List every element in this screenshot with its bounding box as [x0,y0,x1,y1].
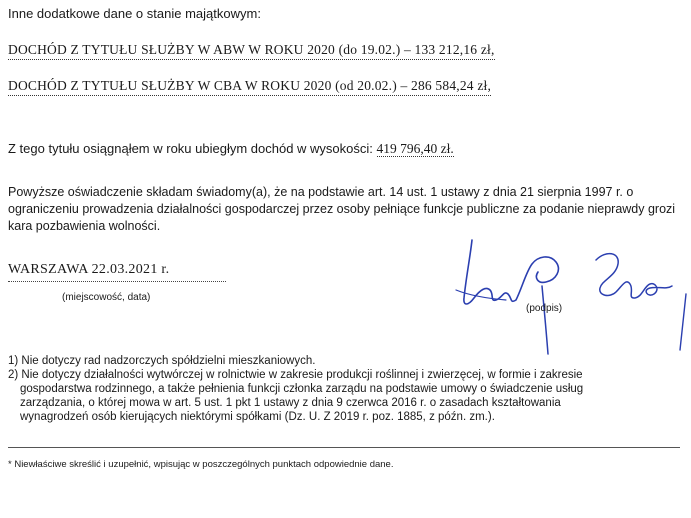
place-date-value: WARSZAWA 22.03.2021 r. [8,262,170,277]
instruction-note: * Niewłaściwe skreślić i uzupełnić, wpisując w poszczególnych punktach odpowiednie dane. [8,459,394,470]
signature-stroke-tail [680,294,686,350]
footnote-1: 1) Nie dotyczy rad nadzorczych spółdzielni mieszkaniowych. [8,355,316,367]
total-income-line [8,141,454,157]
total-income-label: Z tego tytułu osiągnąłem w roku ubiegłym dochód w wysokości: [8,141,373,156]
footnote-2-line-2: gospodarstwa rodzinnego, a także pełnienia funkcji członka zarządu na podstawie umowy o świadczenie usług [20,383,584,395]
place-date-dotted-line [8,281,226,282]
footnotes [8,354,684,424]
footnote-2-line-3: zarządzania, o której mowa w art. 5 ust. 1 pkt 1 ustawy z dnia 9 czerwca 2016 r. o zasadach kształtowania [20,397,561,409]
footnote-2-line-1: 2) Nie dotyczy działalności wytwórczej w rolnictwie w zakresie produkcji roślinnej i zwierzęcej, w formie i zakresie [8,369,583,381]
footer-separator [8,447,680,448]
signature-stroke-loop [596,254,672,298]
income-entry-cba: DOCHÓD Z TYTUŁU SŁUŻBY W CBA W ROKU 2020 (od 20.02.) – 286 584,24 zł, [8,78,491,96]
section-heading: Inne dodatkowe dane o stanie majątkowym: [8,6,261,21]
place-date-caption: (miejscowość, data) [62,292,151,303]
signature-stroke-main [464,240,559,304]
income-entry-abw: DOCHÓD Z TYTUŁU SŁUŻBY W ABW W ROKU 2020 (do 19.02.) – 133 212,16 zł, [8,42,495,60]
signature-stroke-descender [542,286,548,354]
signature-caption: (podpis) [526,303,563,314]
footnote-2-line-4: wynagrodzeń osób kierujących niektórymi spółkami (Dz. U. Z 2019 r. poz. 1885, z późn. zm.). [20,411,495,423]
declaration-paragraph: Powyższe oświadczenie składam świadomy(a), że na podstawie art. 14 ust. 1 ustawy z dnia 21 sierpnia 1997 r. o ograniczeniu prowadzenia działalności gospodarczej przez osoby pełniące funkcje publiczne za podanie nieprawdy grozi kara pozbawienia wolności. [8,185,676,233]
total-income-value: 419 796,40 zł. [376,141,454,156]
handwritten-signature [446,228,691,358]
